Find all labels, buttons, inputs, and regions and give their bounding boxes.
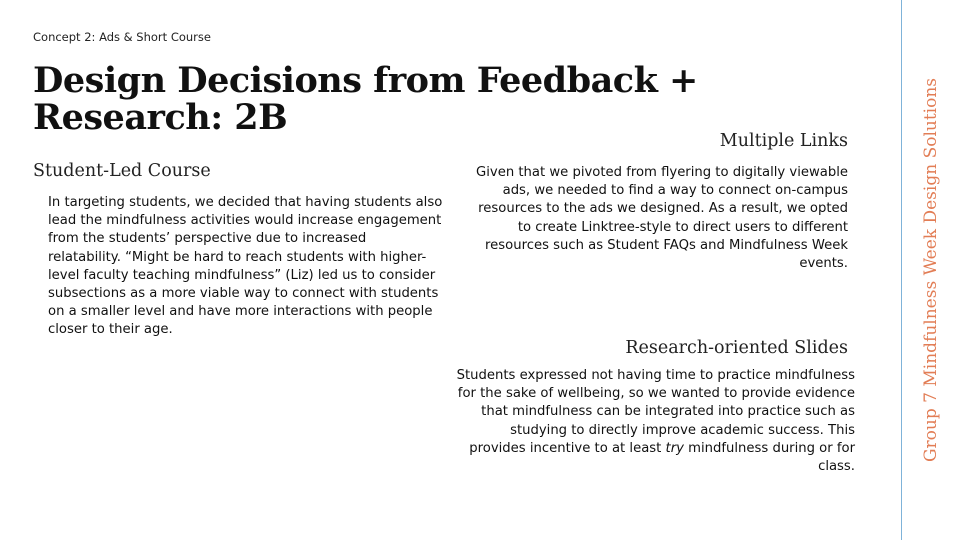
- vertical-divider: [901, 0, 902, 540]
- side-label: Group 7 Mindfulness Week Design Solutions: [921, 77, 941, 463]
- research-slides-body-emphasis: try: [665, 440, 684, 456]
- student-led-heading: Student-Led Course: [33, 161, 211, 181]
- slide-title: Design Decisions from Feedback + Research: 2B: [33, 60, 698, 138]
- multiple-links-body: Given that we pivoted from flyering to digitally viewable ads, we needed to find a way to connect on-campus resources to the ads we designed. As a result, we opted to create Linktree-style to direct users to different resources such as Student FAQs and Mindfulness Week events.: [476, 165, 848, 272]
- research-slides-body: [455, 367, 855, 476]
- slide-subtitle: Concept 2: Ads & Short Course: [33, 30, 211, 44]
- research-slides-body-part1: Students expressed not having time to practice mindfulness for the sake of wellbeing, so we wanted to provide evidence that mindfulness can be integrated into practice such as studying to directly improve academic success. This provides incentive to at least: [456, 368, 855, 456]
- research-slides-heading: Research-oriented Slides: [625, 338, 848, 358]
- student-led-body: In targeting students, we decided that having students also lead the mindfulness activities would increase engagement from the students’ perspective due to increased relatability. “Might be hard to reach students with higher-level faculty teaching mindfulness” (Liz) led us to consider subsections as a more viable way to connect with students on a smaller level and have more interactions with people closer to their age.: [48, 195, 443, 338]
- research-slides-body-part2: mindfulness during or for class.: [688, 440, 855, 475]
- multiple-links-heading: Multiple Links: [719, 131, 848, 151]
